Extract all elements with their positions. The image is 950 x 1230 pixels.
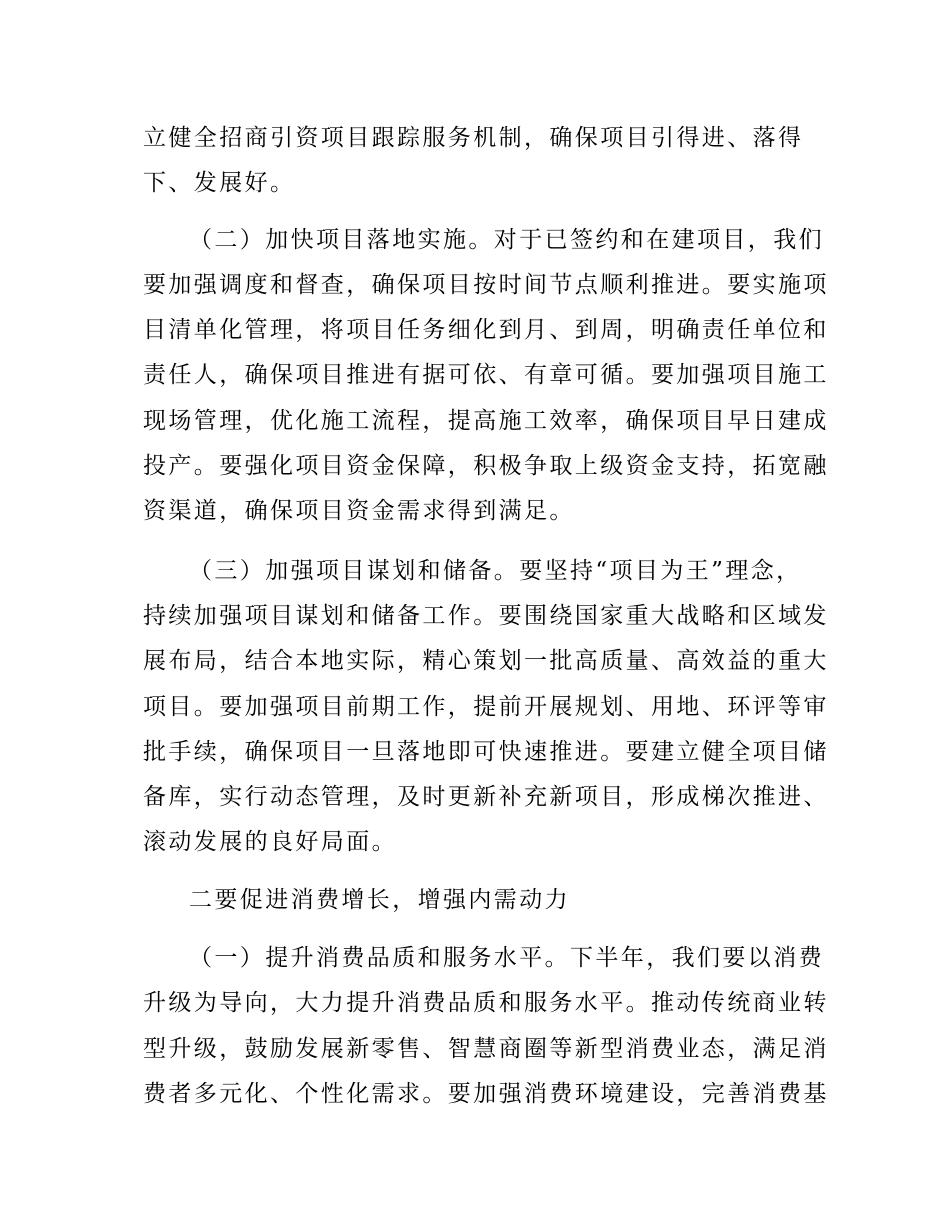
text-line: 持续加强项目谋划和储备工作。要围绕国家重大战略和区域发 xyxy=(143,602,829,629)
text-line: 投产。要强化项目资金保障，积极争取上级资金支持，拓宽融 xyxy=(143,453,829,480)
paragraph-subsection-1 xyxy=(143,936,829,1117)
text-line: 批手续，确保项目一旦落地即可快速推进。要建立健全项目储 xyxy=(143,738,829,765)
text-line: 滚动发展的良好局面。 xyxy=(143,829,397,856)
text-line: 要加强调度和督查，确保项目按时间节点顺利推进。要实施项 xyxy=(143,271,829,298)
paragraph-section-2 xyxy=(143,218,829,535)
text-line: 下、发展好。 xyxy=(143,170,296,197)
section-heading xyxy=(143,878,813,923)
text-line: （三）加强项目谋划和储备。要坚持“项目为王”理念， xyxy=(189,557,802,584)
text-line: 目清单化管理，将项目任务细化到月、到周，明确责任单位和 xyxy=(143,317,829,344)
text-line: 升级为导向，大力提升消费品质和服务水平。推动传统商业转 xyxy=(143,990,829,1017)
paragraph-section-3 xyxy=(143,549,829,866)
text-line: 项目。要加强项目前期工作，提前开展规划、用地、环评等审 xyxy=(143,693,829,720)
text-line: （一）提升消费品质和服务水平。下半年，我们要以消费 xyxy=(189,945,824,972)
text-line: 型升级，鼓励发展新零售、智慧商圈等新型消费业态，满足消 xyxy=(143,1035,829,1062)
text-line: 责任人，确保项目推进有据可依、有章可循。要加强项目施工 xyxy=(143,362,829,389)
text-line: 二要促进消费增长，增强内需动力 xyxy=(189,886,570,913)
text-line: 费者多元化、个性化需求。要加强消费环境建设，完善消费基 xyxy=(143,1080,829,1107)
text-line: 展布局，结合本地实际，精心策划一批高质量、高效益的重大 xyxy=(143,648,829,675)
text-line: 资渠道，确保项目资金需求得到满足。 xyxy=(143,498,575,525)
paragraph-continued xyxy=(143,116,813,207)
text-line: 备库，实行动态管理，及时更新补充新项目，形成梯次推进、 xyxy=(143,784,829,811)
document-body xyxy=(143,116,829,1117)
text-line: （二）加快项目落地实施。对于已签约和在建项目，我们 xyxy=(189,226,824,253)
text-line: 现场管理，优化施工流程，提高施工效率，确保项目早日建成 xyxy=(143,407,829,434)
text-line: 立健全招商引资项目跟踪服务机制，确保项目引得进、落得 xyxy=(143,125,804,151)
